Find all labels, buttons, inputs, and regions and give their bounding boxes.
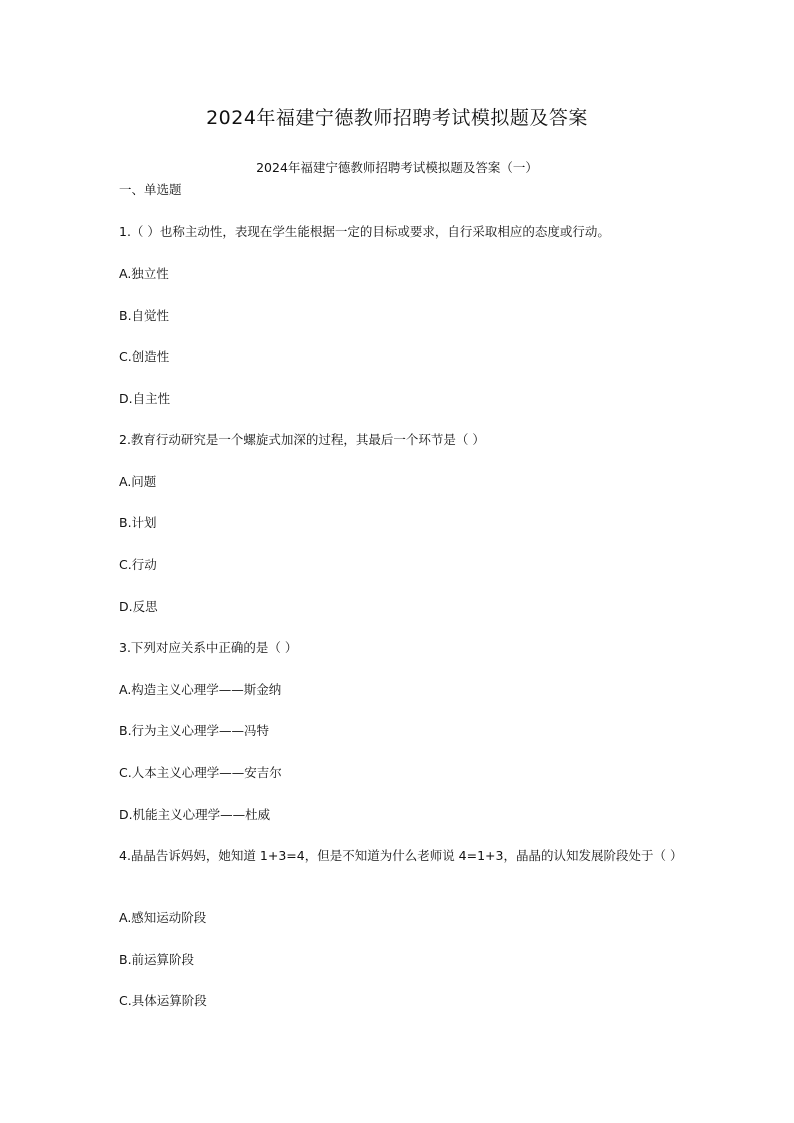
question-1-option-b: B.自觉性 (119, 308, 170, 323)
question-3-option-d: D.机能主义心理学——杜威 (119, 807, 271, 822)
question-1-option-a: A.独立性 (119, 266, 169, 281)
question-4-option-a: A.感知运动阶段 (119, 910, 207, 925)
question-2-option-c: C.行动 (119, 557, 157, 572)
question-2-option-d: D.反思 (119, 599, 158, 614)
question-3-option-c: C.人本主义心理学——安吉尔 (119, 765, 282, 780)
question-4-stem: 4.晶晶告诉妈妈，她知道 1+3=4，但是不知道为什么老师说 4=1+3，晶晶的认知发展阶段处于（ ） (119, 848, 683, 863)
question-2-option-b: B.计划 (119, 515, 157, 530)
document-subtitle: 2024年福建宁德教师招聘考试模拟题及答案（一） (256, 160, 538, 175)
question-4-option-c: C.具体运算阶段 (119, 993, 207, 1008)
question-3-stem: 3.下列对应关系中正确的是（ ） (119, 640, 298, 655)
question-2-stem: 2.教育行动研究是一个螺旋式加深的过程，其最后一个环节是（ ） (119, 432, 485, 447)
question-2-option-a: A.问题 (119, 474, 157, 489)
document-title: 2024年福建宁德教师招聘考试模拟题及答案 (206, 107, 588, 129)
question-1-stem: 1.（ ）也称主动性，表现在学生能根据一定的目标或要求，自行采取相应的态度或行动。 (119, 224, 610, 239)
question-1-option-c: C.创造性 (119, 349, 170, 364)
question-3-option-a: A.构造主义心理学——斯金纳 (119, 682, 282, 697)
question-3-option-b: B.行为主义心理学——冯特 (119, 723, 270, 738)
section-heading: 一、单选题 (119, 182, 182, 197)
question-1-option-d: D.自主性 (119, 391, 171, 406)
question-4-option-b: B.前运算阶段 (119, 952, 195, 967)
